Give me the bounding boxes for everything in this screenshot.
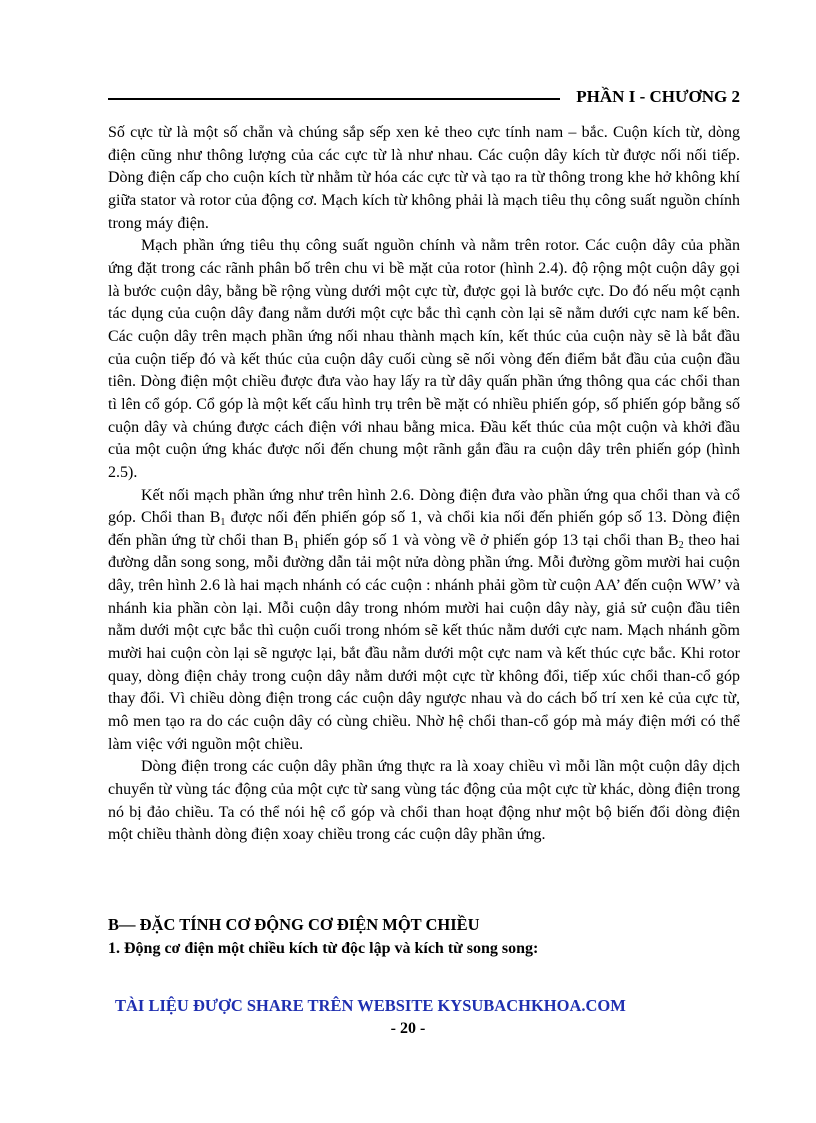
subscript: 1 [293, 539, 299, 551]
paragraph-armature-connection [108, 485, 740, 757]
page-number: - 20 - [390, 1020, 426, 1037]
chapter-title: PHẦN I - CHƯƠNG 2 [576, 87, 740, 106]
subscript: 2 [678, 539, 684, 551]
paragraph-alternating-current: Dòng điện trong các cuộn dây phần ứng thực ra là xoay chiều vì mỗi lần một cuộn dây dịch chuyển từ vùng tác động của một cực từ sang vùng tác động của một cực từ khác, dòng điện trong nó bị đảo chiều. Ta có thể nói hệ cổ góp và chổi than hoạt động như một bộ biến đổi dòng điện một chiều thành dòng điện xoay chiều trong các cuộn dây phần ứng. [108, 758, 740, 844]
text-segment: theo hai đường dẫn song song, mỗi đường dẫn tải một nửa dòng phần ứng. Mỗi đường gồm mười hai cuộn dây, trên hình 2.6 là hai mạch nhánh có các cuộn : nhánh phải gồm từ cuộn AA’ đến cuộn WW’ và nhánh kia phần còn lại. Mỗi cuộn dây trong nhóm mười hai cuộn dây này, giả sử cuộn đầu tiên nằm dưới một cực bắc thì cuộn cuối trong nhóm sẽ kết thúc nằm dưới cực nam. Mạch nhánh gồm mười hai cuộn còn lại sẽ ngược lại, bắt đầu nằm dưới một cực nam và kết thúc cực bắc. Khi rotor quay, dòng điện chảy trong cuộn dây nằm dưới một cực từ không đổi, tiếp xúc chổi than-cổ góp thay đổi. Vì chiều dòng điện trong các cuộn dây ngược nhau và do cách bố trí xen kẻ của cực từ, mô men tạo ra do các cuộn dây có cùng chiều. Nhờ hệ chổi than-cổ góp mà máy điện mới có thể làm việc với nguồn một chiều. [108, 531, 740, 753]
share-watermark-text: TÀI LIỆU ĐƯỢC SHARE TRÊN WEBSITE KYSUBACHKHOA.COM [115, 996, 626, 1015]
paragraph-pole-count: Số cực từ là một số chẵn và chúng sắp sếp xen kẻ theo cực tính nam – bắc. Cuộn kích từ, dòng điện cũng như thông lượng của các cực từ là như nhau. Các cuộn dây kích từ được nối nối tiếp. Dòng điện cấp cho cuộn kích từ nhằm từ hóa các cực từ và tạo ra từ thông trong khe hở không khí giữa stator và rotor của động cơ. Mạch kích từ không phải là mạch tiêu thụ công suất nguồn chính trong máy điện. [108, 124, 740, 232]
text-segment: được nối đến phiến góp số 1, và chổi kia nối đến phiến góp số 13. Dòng điện đến phần ứng từ chổi than B [108, 509, 740, 549]
page-header [108, 84, 740, 108]
body-text [108, 122, 740, 847]
section-heading: B— ĐẶC TÍNH CƠ ĐỘNG CƠ ĐIỆN MỘT CHIỀU [108, 915, 480, 934]
header-rule [108, 98, 560, 100]
subscript: 1 [220, 517, 226, 529]
text-segment: Kết nối mạch phần ứng như trên hình 2.6. Dòng điện đưa vào phần ứng qua chổi than và cổ góp. Chổi than B [108, 486, 740, 527]
paragraph-armature-circuit: Mạch phần ứng tiêu thụ công suất nguồn chính và nằm trên rotor. Các cuộn dây của phần ứng đặt trong các rãnh phân bố trên chu vi bề mặt của rotor (hình 2.4). độ rộng một cuộn dây gọi là bước cuộn dây, bằng bề rộng vùng dưới một cực từ, được gọi là bước cực. Do đó nếu một cạnh tác dụng của cuộn dây đang nằm dưới một cực bắc thì cạnh còn lại sẽ nằm dưới cực nam kế bên. Các cuộn dây trên mạch phần ứng nối nhau thành mạch kín, kết thúc của cuộn này sẽ là bắt đầu của cuộn tiếp đó và kết thúc của cuộn dây cuối cùng sẽ nối vòng đến điểm bắt đầu của cuộn đầu tiên. Dòng điện một chiều được đưa vào hay lấy ra từ dây quấn phần ứng thông qua các chổi than tì lên cổ góp. Cổ góp là một kết cấu hình trụ trên bề mặt có nhiều phiến góp, số phiến góp bằng số cuộn dây và chúng được cách điện với nhau bằng mica. Đầu kết thúc của một cuộn và khởi đầu của một cuộn ứng khác được nối đến chung một rãnh gắn đầu ra cuộn dây trên phiến góp (hình 2.5). [108, 237, 740, 481]
subsection-heading: 1. Động cơ điện một chiều kích từ độc lập và kích từ song song: [108, 940, 539, 957]
text-segment: phiến góp số 1 và vòng về ở phiến góp 13 tại chổi than B [298, 531, 679, 549]
